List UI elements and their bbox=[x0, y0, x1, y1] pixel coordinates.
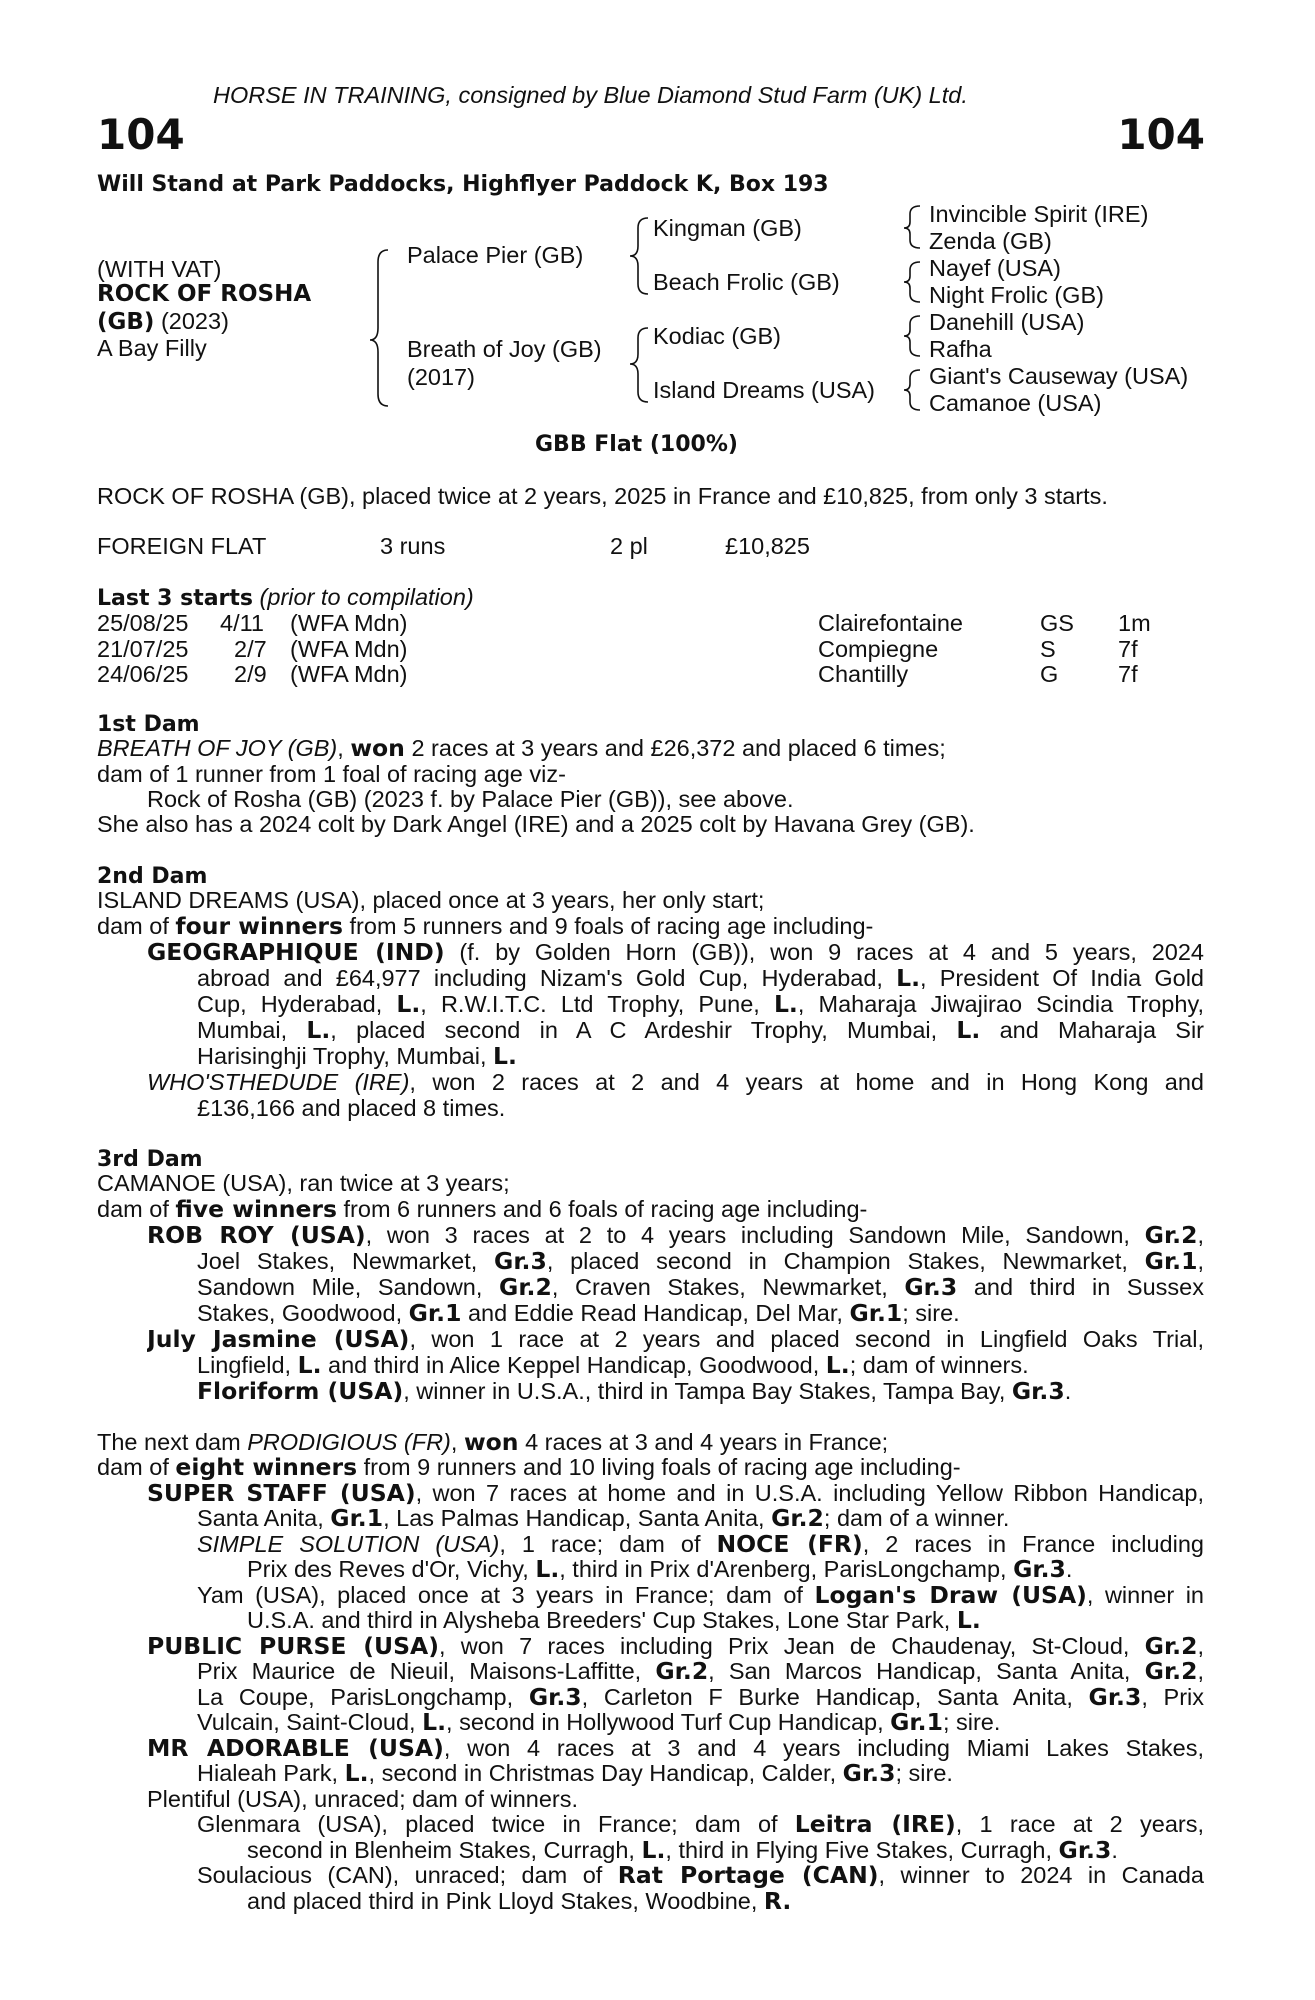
text: and Maharaja Sir bbox=[980, 1018, 1204, 1043]
pedigree-g3-7: Giant's Causeway (USA) bbox=[929, 363, 1189, 389]
record-placed: 2 pl bbox=[610, 533, 648, 559]
text: second in Blenheim Stakes, Curragh, bbox=[247, 1837, 642, 1863]
text: , Carleton F Burke Handicap, Santa Anita, bbox=[581, 1685, 1089, 1710]
progeny-line bbox=[197, 1018, 1204, 1044]
last-starts-note: (prior to compilation) bbox=[253, 584, 474, 610]
dam-line bbox=[97, 914, 873, 940]
won-text: won bbox=[463, 1428, 519, 1456]
text: ; sire. bbox=[895, 1760, 953, 1786]
dam-line: CAMANOE (USA), ran twice at 3 years; bbox=[97, 1170, 510, 1196]
text: , won 1 race at 2 years and placed second in Lingfield Oaks Trial, bbox=[409, 1327, 1204, 1352]
dam-line bbox=[97, 1455, 961, 1481]
progeny-line bbox=[247, 1557, 1072, 1583]
text: , won 7 races at home and in U.S.A. including Yellow Ribbon Handicap, bbox=[415, 1481, 1204, 1506]
section-heading: 2nd Dam bbox=[97, 864, 208, 889]
pedigree-sire-sire: Kingman (GB) bbox=[653, 215, 802, 241]
listed-grade: L. bbox=[825, 1351, 850, 1379]
text: , won 2 races at 2 and 4 years at home and in Hong Kong and bbox=[409, 1070, 1204, 1095]
progeny-name: Floriform (USA) bbox=[197, 1377, 404, 1405]
text: ; sire. bbox=[942, 1709, 1001, 1735]
group-grade: Gr.2 bbox=[771, 1504, 824, 1532]
text: Hialeah Park, bbox=[197, 1760, 345, 1786]
pedigree-sire-dam: Beach Frolic (GB) bbox=[653, 269, 840, 295]
pedigree-g3-3: Nayef (USA) bbox=[929, 255, 1061, 281]
start-going: G bbox=[1040, 661, 1059, 687]
text: and third in Alice Keppel Handicap, Goodwood, bbox=[321, 1352, 826, 1378]
start-going: GS bbox=[1040, 610, 1074, 636]
text: (f. by Golden Horn (GB)), won 9 races at 4 and 5 years, 2024 bbox=[444, 940, 1204, 965]
text: , won 3 races at 2 to 4 years including Sandown Mile, Sandown, bbox=[365, 1223, 1145, 1248]
last-starts-title: Last 3 starts bbox=[97, 586, 254, 611]
dam-name: PRODIGIOUS (FR) bbox=[247, 1429, 451, 1455]
group-grade: Gr.1 bbox=[408, 1299, 462, 1327]
text: , bbox=[1197, 1634, 1204, 1659]
record-runs: 3 runs bbox=[380, 533, 446, 559]
text: . bbox=[1064, 1378, 1072, 1404]
progeny-line bbox=[147, 940, 1204, 966]
won-text: won bbox=[350, 734, 405, 762]
text: and placed third in Pink Lloyd Stakes, Woodbine, bbox=[247, 1888, 764, 1914]
text: Mumbai, bbox=[197, 1018, 307, 1043]
start-race: (WFA Mdn) bbox=[290, 661, 408, 687]
text: , bbox=[1197, 1659, 1204, 1684]
group-grade: Gr.3 bbox=[494, 1249, 547, 1275]
text: , third in Flying Five Stakes, Curragh, bbox=[665, 1837, 1059, 1863]
listed-grade: L. bbox=[956, 1018, 981, 1044]
progeny-line bbox=[147, 1223, 1204, 1249]
dam-line bbox=[97, 736, 946, 762]
group-grade: Gr.3 bbox=[1088, 1685, 1142, 1711]
group-grade: Gr.2 bbox=[1144, 1223, 1198, 1249]
progeny-line bbox=[197, 1275, 1204, 1301]
progeny-name: ROB ROY (USA) bbox=[147, 1223, 366, 1249]
progeny-line bbox=[197, 1532, 1204, 1558]
pedigree-g3-8: Camanoe (USA) bbox=[929, 390, 1102, 416]
progeny-line bbox=[247, 1889, 791, 1915]
dam-line: dam of 1 runner from 1 foal of racing age viz- bbox=[97, 761, 566, 787]
listed-grade: L. bbox=[297, 1351, 322, 1379]
listed-grade: L. bbox=[896, 966, 921, 992]
lot-number-left: 104 bbox=[97, 110, 185, 159]
start-distance: 7f bbox=[1118, 636, 1138, 662]
start-position: 4/11 bbox=[220, 610, 264, 636]
text: , 2 races in France including bbox=[862, 1532, 1204, 1557]
progeny-name: NOCE (FR) bbox=[716, 1532, 863, 1558]
listed-grade: L. bbox=[422, 1708, 447, 1736]
text: , Las Palmas Handicap, Santa Anita, bbox=[383, 1505, 772, 1531]
progeny-name: WHO'STHEDUDE (IRE) bbox=[147, 1070, 410, 1095]
text: , San Marcos Handicap, Santa Anita, bbox=[708, 1659, 1145, 1684]
start-going: S bbox=[1040, 636, 1056, 662]
text: , placed second in A C Ardeshir Trophy, Mumbai, bbox=[330, 1018, 957, 1043]
listed-grade: L. bbox=[641, 1836, 666, 1864]
bracket-ds bbox=[904, 316, 920, 356]
text: dam of bbox=[97, 913, 176, 939]
text: , President Of India Gold bbox=[920, 966, 1204, 991]
text: The next dam bbox=[97, 1429, 248, 1455]
listed-grade: L. bbox=[956, 1606, 981, 1634]
text: 4 races at 3 and 4 years in France; bbox=[518, 1429, 889, 1455]
group-grade: Gr.2 bbox=[1144, 1659, 1198, 1685]
progeny-name: July Jasmine (USA) bbox=[147, 1327, 410, 1353]
progeny-line bbox=[197, 1761, 953, 1787]
progeny-line: £136,166 and placed 8 times. bbox=[197, 1095, 506, 1121]
progeny-line bbox=[147, 1070, 1204, 1096]
progeny-line bbox=[197, 1583, 1204, 1609]
progeny-line bbox=[197, 966, 1204, 992]
text: ; dam of winners. bbox=[849, 1352, 1029, 1378]
text: , bbox=[1197, 1249, 1204, 1274]
text: La Coupe, ParisLongchamp, bbox=[197, 1685, 529, 1710]
horse-name: ROCK OF ROSHA bbox=[97, 281, 312, 307]
bracket-dd bbox=[904, 370, 920, 410]
text: dam of bbox=[97, 1196, 176, 1222]
bracket-ss bbox=[904, 206, 920, 248]
text: , 1 race; dam of bbox=[499, 1532, 717, 1557]
dam-line: She also has a 2024 colt by Dark Angel (IRE) and a 2025 colt by Havana Grey (GB). bbox=[97, 811, 975, 837]
text: , Craven Stakes, Newmarket, bbox=[551, 1275, 905, 1300]
start-distance: 1m bbox=[1118, 610, 1151, 636]
race-summary: ROCK OF ROSHA (GB), placed twice at 2 years, 2025 in France and £10,825, from only 3 starts. bbox=[97, 483, 1108, 509]
progeny-name: PUBLIC PURSE (USA) bbox=[147, 1634, 439, 1660]
progeny-name: Rat Portage (CAN) bbox=[617, 1863, 879, 1889]
text: , bbox=[1197, 1223, 1204, 1248]
progeny-line bbox=[197, 1249, 1204, 1275]
start-distance: 7f bbox=[1118, 661, 1138, 687]
group-grade: Gr.3 bbox=[1011, 1377, 1065, 1405]
progeny-line bbox=[197, 1301, 960, 1327]
dam-line bbox=[97, 1430, 888, 1456]
text: , won 4 races at 3 and 4 years including Miami Lakes Stakes, bbox=[443, 1736, 1204, 1761]
progeny-line bbox=[247, 1838, 1118, 1864]
section-heading: 1st Dam bbox=[97, 712, 200, 737]
listed-grade: L. bbox=[535, 1555, 560, 1583]
gbb-rating: GBB Flat (100%) bbox=[535, 432, 738, 457]
progeny-line bbox=[147, 1736, 1204, 1762]
pedigree-g3-2: Zenda (GB) bbox=[929, 228, 1052, 254]
group-grade: Gr.1 bbox=[890, 1708, 943, 1736]
vat-label: (WITH VAT) bbox=[97, 256, 222, 282]
group-grade: Gr.1 bbox=[849, 1299, 903, 1327]
text: , R.W.I.T.C. Ltd Trophy, Pune, bbox=[420, 992, 774, 1017]
catalogue-header: HORSE IN TRAINING, consigned by Blue Diamond Stud Farm (UK) Ltd. bbox=[213, 82, 968, 108]
dam-line: ISLAND DREAMS (USA), placed once at 3 years, her only start; bbox=[97, 887, 765, 913]
dam-line bbox=[97, 1197, 867, 1223]
horse-country: (GB) bbox=[97, 309, 155, 335]
text: 2 races at 3 years and £26,372 and placed 6 times; bbox=[404, 735, 946, 761]
pedigree-dam-sire: Kodiac (GB) bbox=[653, 323, 781, 349]
pedigree-g3-1: Invincible Spirit (IRE) bbox=[929, 201, 1149, 227]
start-course: Clairefontaine bbox=[818, 610, 964, 636]
pedigree-sire: Palace Pier (GB) bbox=[407, 242, 584, 268]
text: , winner in U.S.A., third in Tampa Bay Stakes, Tampa Bay, bbox=[403, 1378, 1012, 1404]
record-earnings: £10,825 bbox=[725, 533, 810, 559]
bracket-dam bbox=[630, 328, 648, 402]
group-grade: Gr.3 bbox=[1013, 1555, 1066, 1583]
progeny-line bbox=[197, 1044, 517, 1070]
text: ; dam of a winner. bbox=[823, 1505, 1010, 1531]
bracket-gen1 bbox=[370, 250, 388, 406]
progeny-line bbox=[197, 1506, 1009, 1532]
text: , third in Prix d'Arenberg, ParisLongchamp, bbox=[559, 1556, 1014, 1582]
progeny-line: Plentiful (USA), unraced; dam of winners. bbox=[147, 1786, 579, 1812]
horse-year: (2023) bbox=[154, 308, 229, 334]
start-position: 2/9 bbox=[234, 661, 267, 687]
listed-grade: L. bbox=[773, 992, 798, 1018]
text: , bbox=[450, 1429, 464, 1455]
stand-location: Will Stand at Park Paddocks, Highflyer Paddock K, Box 193 bbox=[97, 172, 829, 197]
text: and third in Sussex bbox=[957, 1275, 1204, 1300]
text: , winner in bbox=[1086, 1583, 1204, 1608]
record-label: FOREIGN FLAT bbox=[97, 533, 267, 559]
progeny-line bbox=[197, 1659, 1204, 1685]
text: dam of bbox=[97, 1454, 176, 1480]
progeny-name: Leitra (IRE) bbox=[794, 1812, 956, 1838]
group-grade: Gr.2 bbox=[499, 1275, 552, 1301]
text: , bbox=[337, 735, 351, 761]
listed-grade: L. bbox=[396, 992, 421, 1018]
lot-number-right: 104 bbox=[1117, 110, 1205, 159]
start-course: Compiegne bbox=[818, 636, 939, 662]
start-date: 25/08/25 bbox=[97, 610, 189, 636]
text: Prix Maurice de Nieuil, Maisons-Laffitte, bbox=[197, 1659, 656, 1684]
progeny-name: SUPER STAFF (USA) bbox=[147, 1481, 416, 1507]
progeny-line bbox=[197, 1863, 1204, 1889]
text: Sandown Mile, Sandown, bbox=[197, 1275, 500, 1300]
text: U.S.A. and third in Alysheba Breeders' Cup Stakes, Lone Star Park, bbox=[247, 1607, 957, 1633]
progeny-line bbox=[197, 1710, 1000, 1736]
listed-grade: L. bbox=[306, 1018, 331, 1044]
text: , Maharaja Jiwajirao Scindia Trophy, bbox=[797, 992, 1204, 1017]
progeny-line bbox=[197, 1812, 1204, 1838]
winner-count: five winners bbox=[175, 1195, 337, 1223]
text: , winner to 2024 in Canada bbox=[878, 1863, 1204, 1888]
start-course: Chantilly bbox=[818, 661, 909, 687]
text: , second in Christmas Day Handicap, Calder, bbox=[368, 1760, 843, 1786]
start-race: (WFA Mdn) bbox=[290, 636, 408, 662]
text: , second in Hollywood Turf Cup Handicap, bbox=[446, 1709, 891, 1735]
pedigree-dam: Breath of Joy (GB) bbox=[407, 336, 602, 362]
progeny-name: SIMPLE SOLUTION (USA) bbox=[197, 1532, 500, 1557]
dam-line: Rock of Rosha (GB) (2023 f. by Palace Pier (GB)), see above. bbox=[147, 786, 794, 812]
text: , Prix bbox=[1141, 1685, 1204, 1710]
text: , 1 race at 2 years, bbox=[955, 1812, 1204, 1837]
progeny-line bbox=[247, 1608, 981, 1634]
progeny-name: Logan's Draw (USA) bbox=[814, 1583, 1087, 1609]
progeny-line bbox=[197, 1353, 1029, 1379]
pedigree-g3-6: Rafha bbox=[929, 336, 992, 362]
bracket-sd bbox=[904, 262, 920, 302]
group-grade: Gr.1 bbox=[1144, 1249, 1198, 1275]
text: , won 7 races including Prix Jean de Chaudenay, St-Cloud, bbox=[438, 1634, 1145, 1659]
progeny-line bbox=[197, 992, 1204, 1018]
text: and Eddie Read Handicap, Del Mar, bbox=[461, 1300, 850, 1326]
start-position: 2/7 bbox=[234, 636, 267, 662]
text: Harisinghji Trophy, Mumbai, bbox=[197, 1043, 494, 1069]
text: abroad and £64,977 including Nizam's Gold Cup, Hyderabad, bbox=[197, 966, 897, 991]
text: ; sire. bbox=[902, 1300, 960, 1326]
progeny-line bbox=[197, 1685, 1204, 1711]
progeny-line bbox=[197, 1379, 1071, 1405]
text: from 9 runners and 10 living foals of racing age including- bbox=[357, 1454, 961, 1480]
text: Yam (USA), placed once at 3 years in France; dam of bbox=[197, 1583, 815, 1608]
start-date: 24/06/25 bbox=[97, 661, 189, 687]
restricted-grade: R. bbox=[763, 1887, 792, 1915]
text: , placed second in Champion Stakes, Newmarket, bbox=[546, 1249, 1145, 1274]
progeny-line bbox=[147, 1634, 1204, 1660]
dam-name: BREATH OF JOY (GB) bbox=[97, 735, 338, 761]
text: . bbox=[1111, 1837, 1118, 1863]
pedigree-dam-year: (2017) bbox=[407, 364, 475, 390]
pedigree-dam-dam: Island Dreams (USA) bbox=[653, 377, 875, 403]
winner-count: eight winners bbox=[175, 1453, 358, 1481]
group-grade: Gr.2 bbox=[1144, 1634, 1198, 1660]
section-heading: 3rd Dam bbox=[97, 1147, 203, 1172]
text: Vulcain, Saint-Cloud, bbox=[197, 1709, 423, 1735]
group-grade: Gr.3 bbox=[842, 1759, 896, 1787]
start-race: (WFA Mdn) bbox=[290, 610, 408, 636]
text: . bbox=[1065, 1556, 1073, 1582]
listed-grade: L. bbox=[344, 1759, 369, 1787]
pedigree-g3-5: Danehill (USA) bbox=[929, 309, 1085, 335]
text: Joel Stakes, Newmarket, bbox=[197, 1249, 495, 1274]
text: Santa Anita, bbox=[197, 1505, 331, 1531]
group-grade: Gr.1 bbox=[330, 1504, 384, 1532]
horse-description: A Bay Filly bbox=[97, 335, 207, 361]
text: Prix des Reves d'Or, Vichy, bbox=[247, 1556, 536, 1582]
text: Lingfield, bbox=[197, 1352, 298, 1378]
text: Soulacious (CAN), unraced; dam of bbox=[197, 1863, 618, 1888]
last-starts-heading bbox=[97, 586, 474, 610]
listed-grade: L. bbox=[493, 1042, 517, 1070]
text: Stakes, Goodwood, bbox=[197, 1300, 409, 1326]
text: from 5 runners and 9 foals of racing age including- bbox=[343, 913, 874, 939]
text: Glenmara (USA), placed twice in France; dam of bbox=[197, 1812, 795, 1837]
progeny-line bbox=[147, 1481, 1204, 1507]
start-date: 21/07/25 bbox=[97, 636, 189, 662]
bracket-sire bbox=[630, 218, 648, 294]
group-grade: Gr.3 bbox=[904, 1275, 958, 1301]
progeny-line bbox=[147, 1327, 1204, 1353]
text: Cup, Hyderabad, bbox=[197, 992, 397, 1017]
pedigree-g3-4: Night Frolic (GB) bbox=[929, 282, 1104, 308]
progeny-name: MR ADORABLE (USA) bbox=[147, 1736, 444, 1762]
group-grade: Gr.3 bbox=[528, 1685, 582, 1711]
text: from 6 runners and 6 foals of racing age including- bbox=[336, 1196, 868, 1222]
progeny-name: GEOGRAPHIQUE (IND) bbox=[147, 940, 445, 966]
group-grade: Gr.3 bbox=[1058, 1836, 1112, 1864]
group-grade: Gr.2 bbox=[655, 1659, 709, 1685]
winner-count: four winners bbox=[175, 912, 343, 940]
